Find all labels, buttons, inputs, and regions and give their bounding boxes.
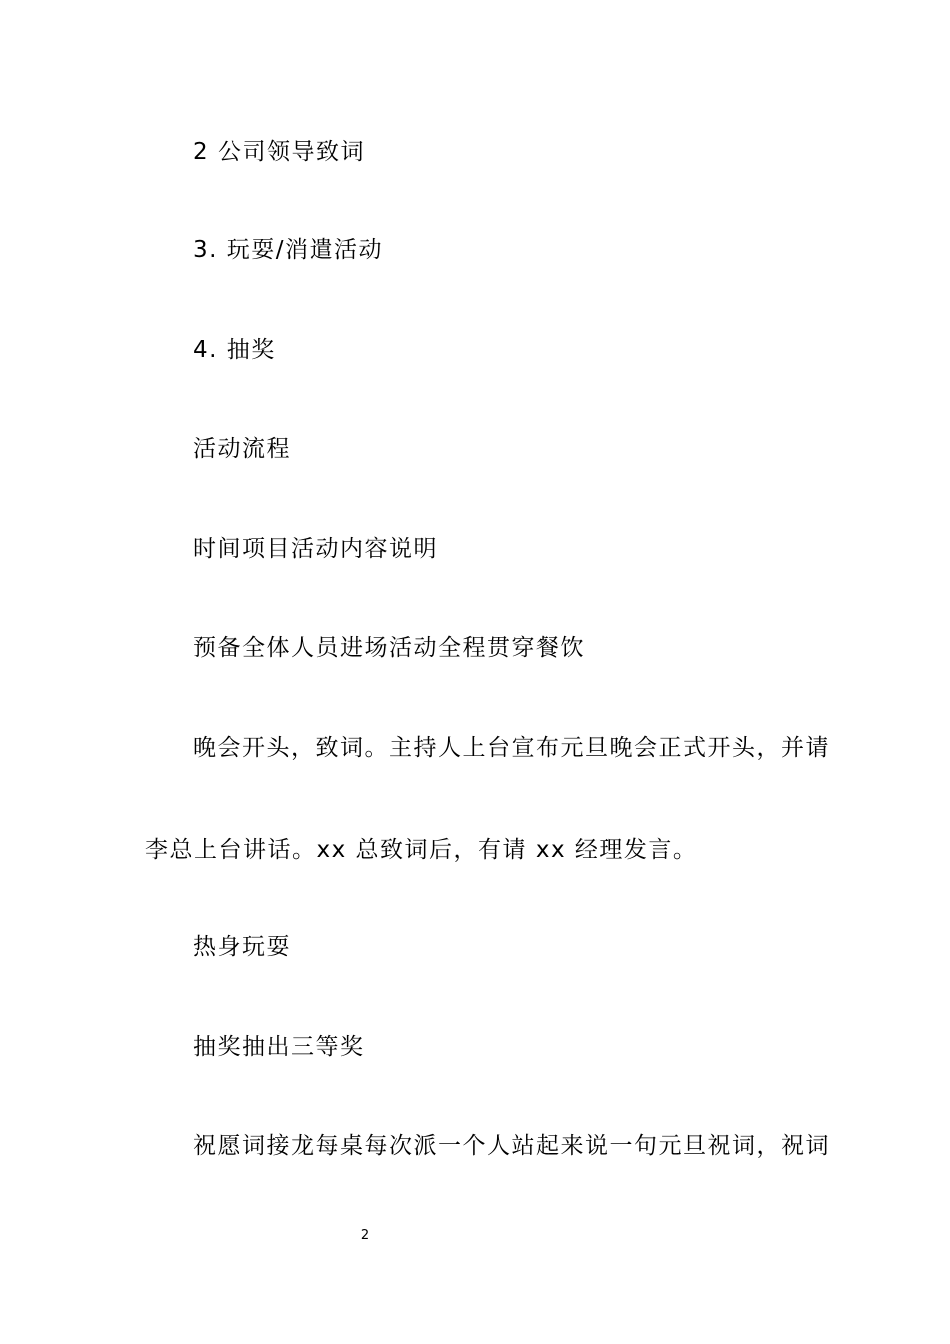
paragraph-blessing-relay: 祝愿词接龙每桌每次派一个人站起来说一句元旦祝词，祝词 bbox=[193, 1133, 830, 1159]
paragraph-opening-line-2: 李总上台讲话。xx 总致词后，有请 xx 经理发言。 bbox=[145, 837, 698, 863]
item-games-activities: 3. 玩耍/消遣活动 bbox=[193, 237, 384, 263]
paragraph-opening-line-1: 晚会开头，致词。主持人上台宣布元旦晚会正式开头，并请 bbox=[193, 735, 830, 761]
paragraph-warmup-games: 热身玩耍 bbox=[193, 934, 291, 960]
table-header-line: 时间项目活动内容说明 bbox=[193, 536, 438, 562]
page-number: 2 bbox=[360, 1228, 370, 1243]
item-lottery: 4. 抽奖 bbox=[193, 337, 276, 363]
item-leader-speech: 2 公司领导致词 bbox=[193, 139, 365, 165]
paragraph-preparation: 预备全体人员进场活动全程贯穿餐饮 bbox=[193, 635, 585, 661]
paragraph-third-prize: 抽奖抽出三等奖 bbox=[193, 1034, 365, 1060]
section-heading-activity-flow: 活动流程 bbox=[193, 436, 291, 462]
